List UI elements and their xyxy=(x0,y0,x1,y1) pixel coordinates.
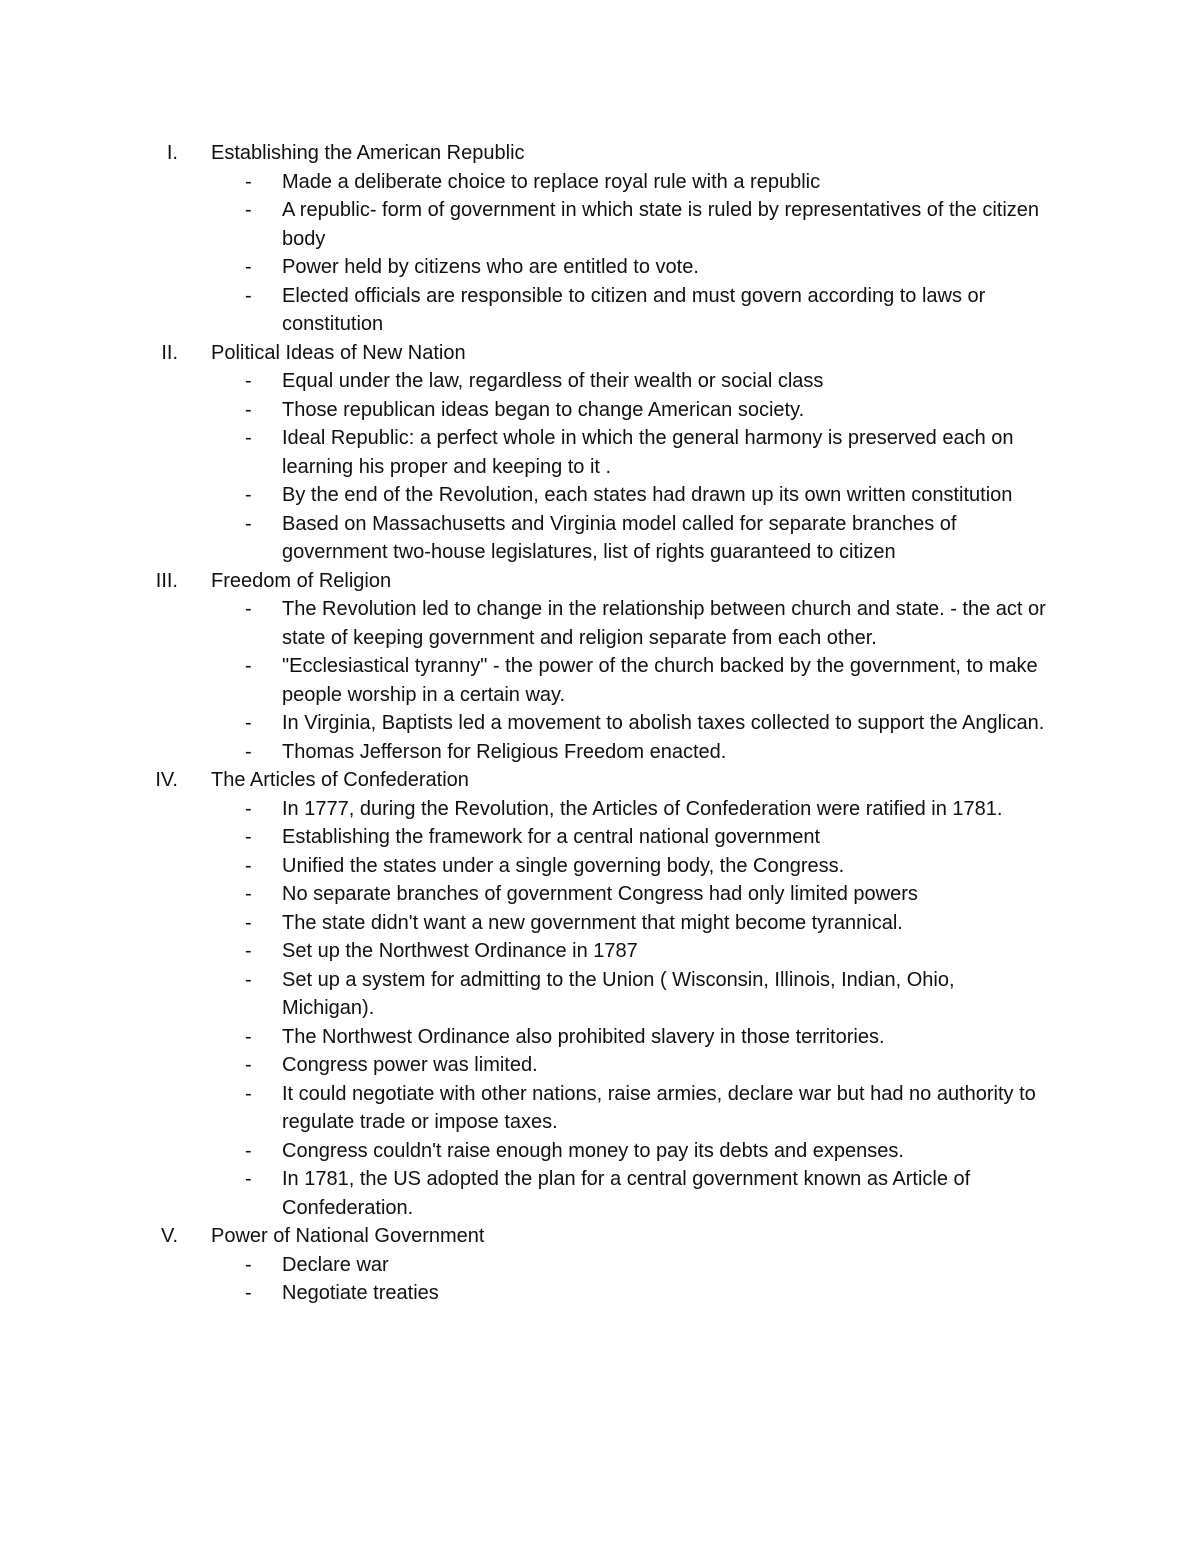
bullet-dash: - xyxy=(245,398,252,421)
bullet-dash: - xyxy=(245,256,252,278)
bullet-text: Those republican ideas began to change American society. xyxy=(282,398,805,421)
bullet-dash: - xyxy=(245,1282,252,1304)
bullet-text: Thomas Jefferson for Religious Freedom enacted. xyxy=(282,740,727,763)
bullet-text: No separate branches of government Congress had only limited powers xyxy=(282,883,918,905)
bullet-dash: - xyxy=(245,512,252,535)
outline-section xyxy=(0,567,1200,767)
bullet-item xyxy=(0,795,1200,824)
bullet-text: In 1777, during the Revolution, the Articles of Confederation were ratified in 1781. xyxy=(282,797,1003,820)
section-title: The Articles of Confederation xyxy=(211,769,469,791)
bullet-item xyxy=(0,595,1200,652)
bullet-text: Congress couldn't raise enough money to pay its debts and expenses. xyxy=(282,1139,904,1162)
bullet-item xyxy=(0,510,1200,567)
bullet-list xyxy=(0,795,1200,1223)
bullet-text: The Revolution led to change in the relationship between church and state. - the act or state of keeping government and religion separate from each other. xyxy=(282,598,1046,649)
section-heading xyxy=(0,139,1200,168)
bullet-dash: - xyxy=(245,797,252,820)
bullet-dash: - xyxy=(245,968,252,991)
bullet-item xyxy=(0,168,1200,197)
bullet-dash: - xyxy=(245,854,252,877)
bullet-dash: - xyxy=(245,170,252,193)
bullet-dash: - xyxy=(245,1054,252,1076)
bullet-dash: - xyxy=(245,826,252,848)
bullet-list xyxy=(0,595,1200,766)
bullet-item xyxy=(0,1023,1200,1052)
section-numeral: II. xyxy=(161,341,178,364)
bullet-dash: - xyxy=(245,1168,252,1190)
bullet-text: Made a deliberate choice to replace royal rule with a republic xyxy=(282,170,821,193)
section-title: Establishing the American Republic xyxy=(211,142,525,164)
section-title: Freedom of Religion xyxy=(211,569,392,592)
bullet-dash: - xyxy=(245,1139,252,1162)
bullet-dash: - xyxy=(245,199,252,221)
bullet-text: Power held by citizens who are entitled to vote. xyxy=(282,256,699,278)
bullet-dash: - xyxy=(245,484,252,506)
bullet-text: Set up the Northwest Ordinance in 1787 xyxy=(282,940,638,962)
bullet-text: Unified the states under a single governing body, the Congress. xyxy=(282,854,845,877)
bullet-text: Based on Massachusetts and Virginia model called for separate branches of government two-house legislatures, list of rights guaranteed to citizen xyxy=(282,512,957,563)
section-numeral: I. xyxy=(166,142,178,164)
bullet-item xyxy=(0,1137,1200,1166)
bullet-item xyxy=(0,1051,1200,1080)
bullet-dash: - xyxy=(245,940,252,962)
section-numeral: V. xyxy=(160,1225,178,1247)
bullet-dash: - xyxy=(245,284,252,307)
bullet-item xyxy=(0,481,1200,510)
bullet-text: Equal under the law, regardless of their wealth or social class xyxy=(282,370,824,392)
bullet-dash: - xyxy=(245,598,252,620)
bullet-dash: - xyxy=(245,1082,252,1105)
bullet-text: Negotiate treaties xyxy=(282,1282,439,1304)
bullet-text: "Ecclesiastical tyranny" - the power of the church backed by the government, to make people worship in a certain way. xyxy=(282,655,1038,706)
bullet-item xyxy=(0,1279,1200,1308)
bullet-item xyxy=(0,253,1200,282)
bullet-dash: - xyxy=(245,370,252,392)
bullet-text: By the end of the Revolution, each states had drawn up its own written constitution xyxy=(282,484,1013,506)
section-title: Power of National Government xyxy=(211,1225,485,1247)
bullet-text: A republic- form of government in which state is ruled by representatives of the citizen body xyxy=(282,199,1040,250)
bullet-item xyxy=(0,1251,1200,1280)
section-numeral: III. xyxy=(155,569,178,592)
bullet-text: Declare war xyxy=(282,1253,389,1276)
bullet-item xyxy=(0,738,1200,767)
section-heading xyxy=(0,567,1200,596)
bullet-item xyxy=(0,367,1200,396)
bullet-item xyxy=(0,880,1200,909)
bullet-item xyxy=(0,823,1200,852)
bullet-text: It could negotiate with other nations, raise armies, declare war but had no authority to regulate trade or impose taxes. xyxy=(282,1082,1036,1133)
bullet-list xyxy=(0,168,1200,339)
outline-section xyxy=(0,766,1200,1222)
bullet-text: Establishing the framework for a central national government xyxy=(282,826,821,848)
document-page xyxy=(0,139,1200,1308)
bullet-item xyxy=(0,909,1200,938)
bullet-dash: - xyxy=(245,1025,252,1048)
bullet-item xyxy=(0,282,1200,339)
bullet-item xyxy=(0,652,1200,709)
bullet-list xyxy=(0,367,1200,567)
bullet-dash: - xyxy=(245,883,252,905)
outline-section xyxy=(0,339,1200,567)
outline-section xyxy=(0,1222,1200,1308)
outline xyxy=(0,139,1200,1308)
bullet-text: Ideal Republic: a perfect whole in which the general harmony is preserved each on learning his proper and keeping to it . xyxy=(282,427,1014,478)
bullet-item xyxy=(0,852,1200,881)
section-heading xyxy=(0,339,1200,368)
bullet-dash: - xyxy=(245,740,252,763)
bullet-text: In Virginia, Baptists led a movement to abolish taxes collected to support the Anglican. xyxy=(282,712,1045,734)
bullet-dash: - xyxy=(245,427,252,449)
section-heading xyxy=(0,1222,1200,1251)
bullet-item xyxy=(0,1165,1200,1222)
outline-section xyxy=(0,139,1200,339)
bullet-text: Set up a system for admitting to the Union ( Wisconsin, Illinois, Indian, Ohio, Michigan). xyxy=(282,968,955,1019)
bullet-text: The state didn't want a new government that might become tyrannical. xyxy=(282,911,903,934)
bullet-item xyxy=(0,937,1200,966)
bullet-text: Congress power was limited. xyxy=(282,1054,538,1076)
bullet-item xyxy=(0,966,1200,1023)
bullet-item xyxy=(0,396,1200,425)
bullet-dash: - xyxy=(245,655,252,677)
bullet-dash: - xyxy=(245,911,252,934)
bullet-item xyxy=(0,1080,1200,1137)
bullet-item xyxy=(0,196,1200,253)
bullet-dash: - xyxy=(245,1253,252,1276)
bullet-item xyxy=(0,424,1200,481)
bullet-text: In 1781, the US adopted the plan for a central government known as Article of Confederation. xyxy=(282,1168,971,1219)
bullet-list xyxy=(0,1251,1200,1308)
section-title: Political Ideas of New Nation xyxy=(211,341,466,364)
section-numeral: IV. xyxy=(155,769,178,791)
section-heading xyxy=(0,766,1200,795)
bullet-text: Elected officials are responsible to citizen and must govern according to laws or constitution xyxy=(282,284,986,335)
bullet-item xyxy=(0,709,1200,738)
bullet-text: The Northwest Ordinance also prohibited slavery in those territories. xyxy=(282,1025,885,1048)
bullet-dash: - xyxy=(245,712,252,734)
